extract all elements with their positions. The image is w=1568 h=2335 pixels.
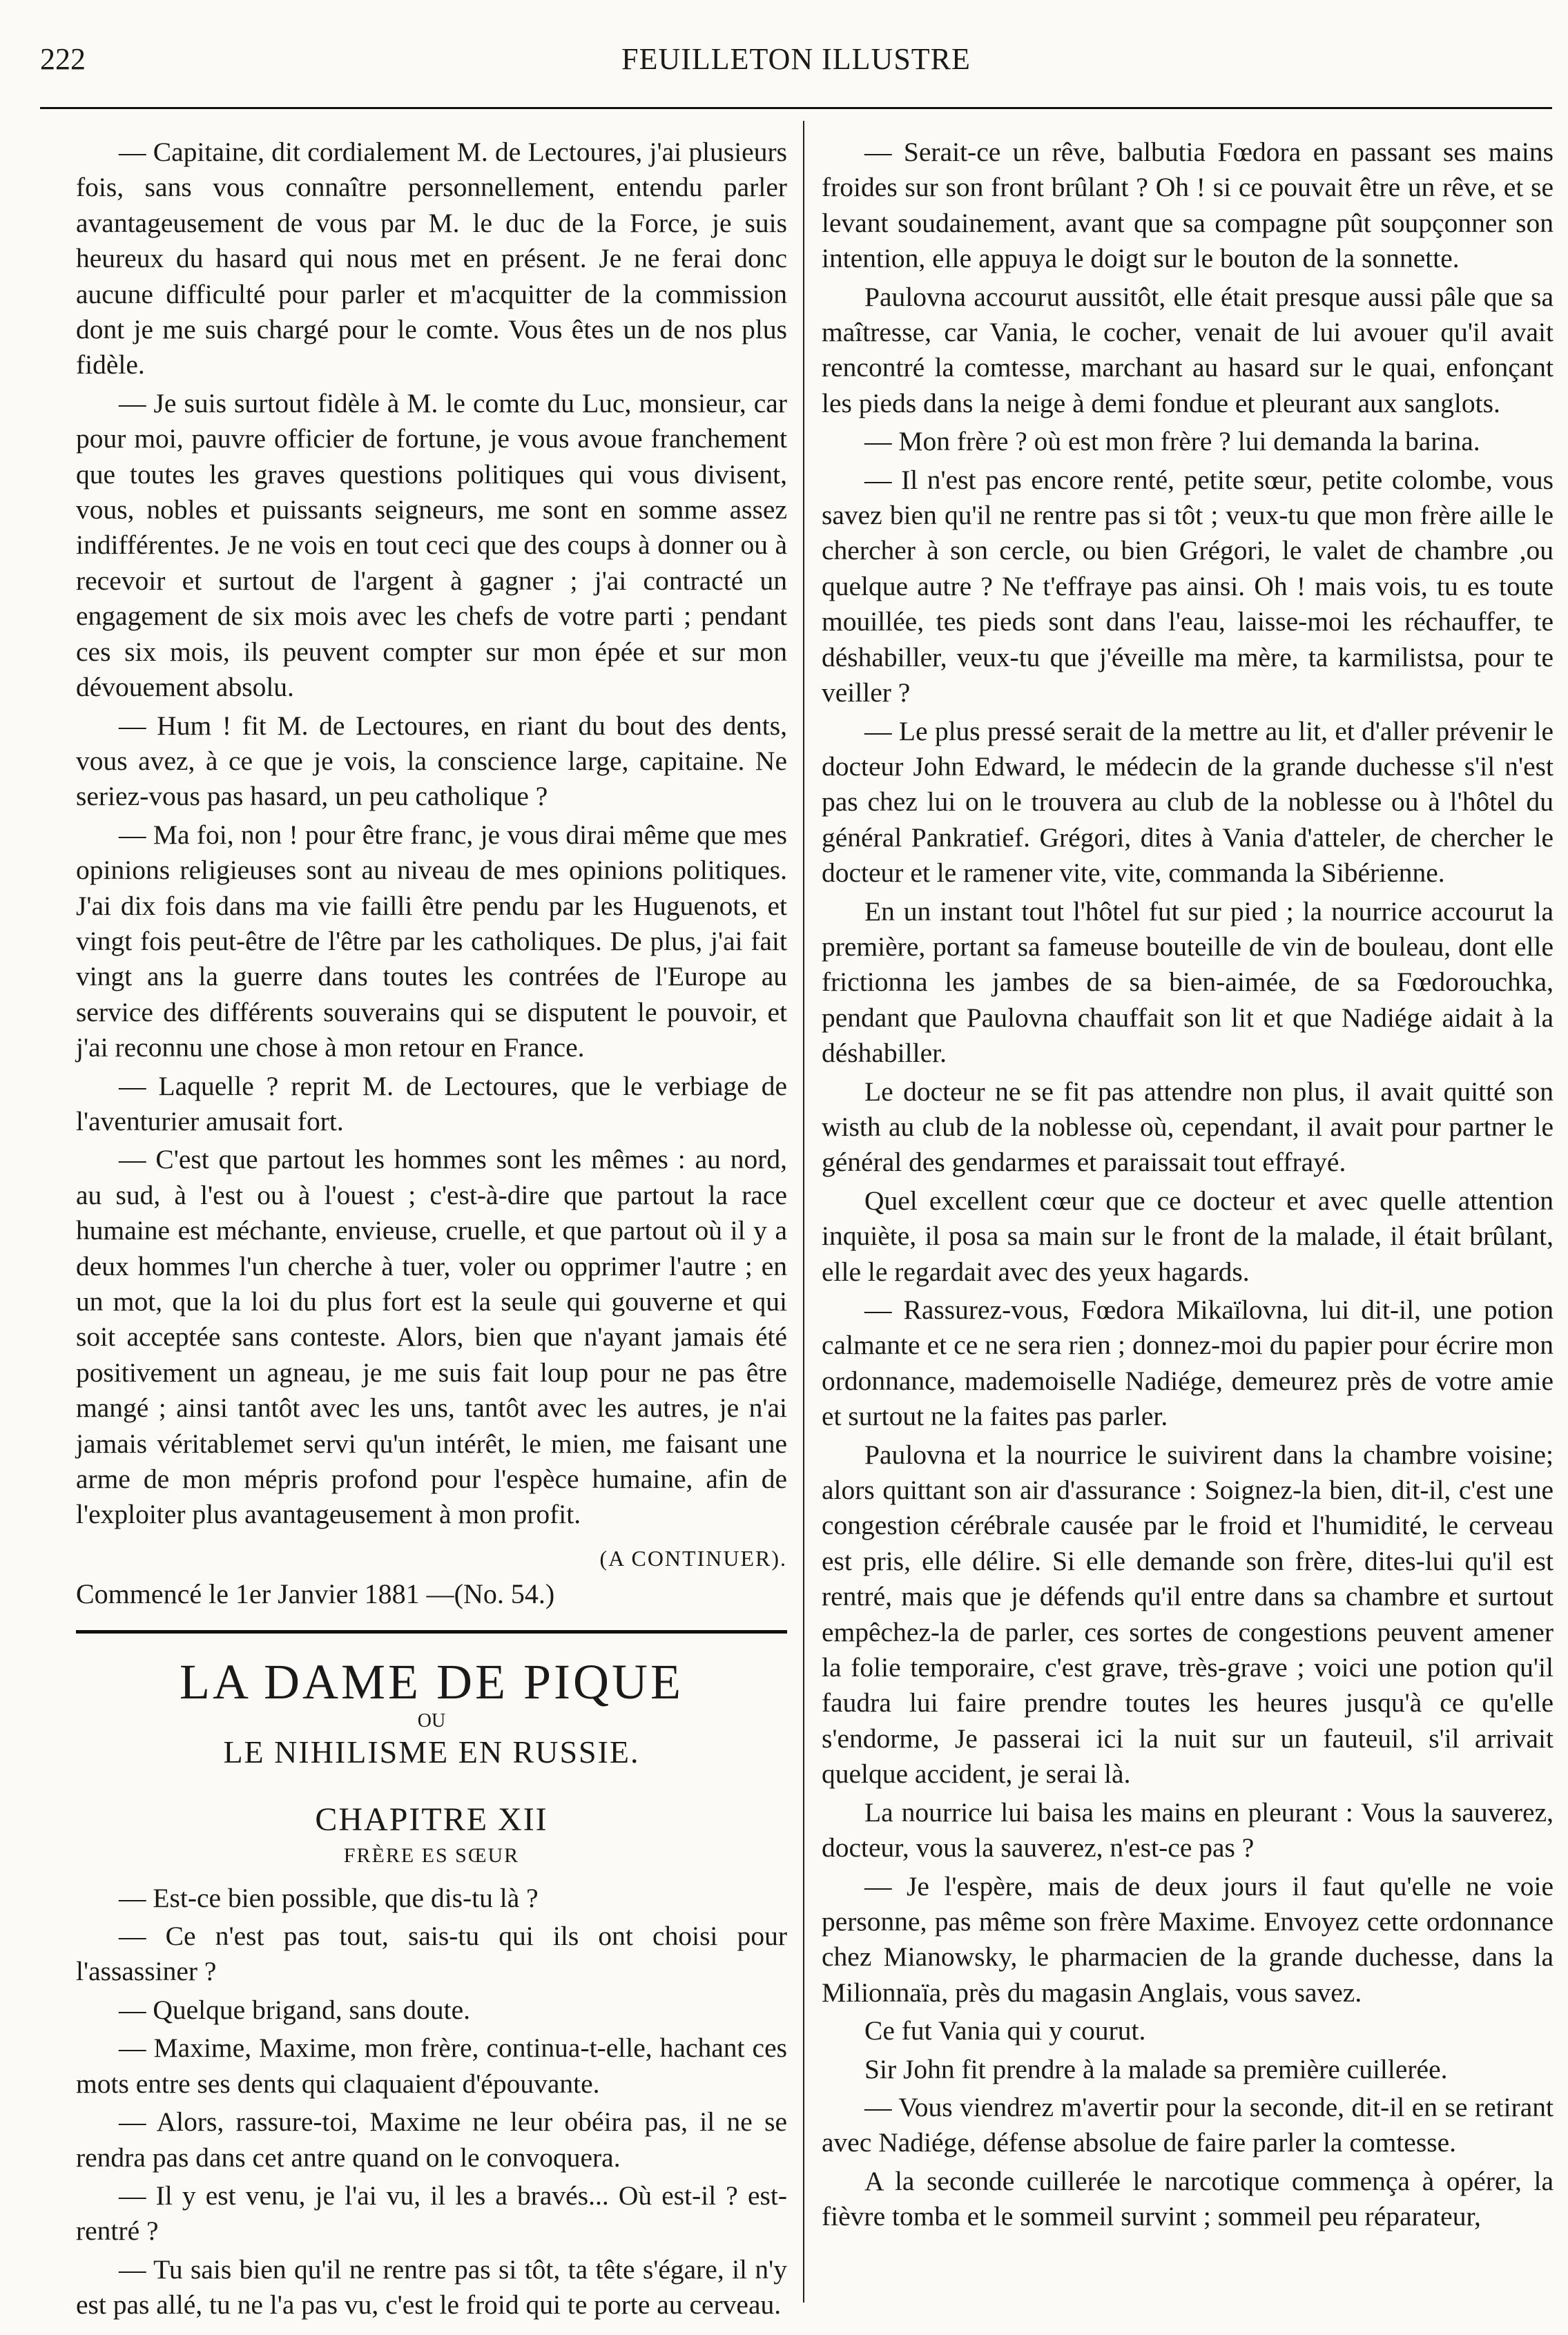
- paragraph: Le docteur ne se fit pas attendre non plus, il avait quitté son wisth au club de la noblesse où, cependant, il avait pour partner le général des gendarmes et paraissait tout effrayé.: [822, 1076, 1554, 1178]
- paragraph: — Il n'est pas encore renté, petite sœur, petite colombe, vous savez bien qu'il ne rentre pas si tôt ; veux-tu que mon frère aille le chercher à son cercle, ou bien Grégori, le valet de chambre ,ou quelque autre ? Ne t'effraye pas ainsi. Oh ! mais vois, tu es toute mouillée, tes pieds sont dans l'eau, laisse-moi les réchauffer, te déshabiller, veux-tu que j'éveille ma mère, ta karmilistsa, pour te veiller ?: [822, 464, 1554, 708]
- paragraph: — Je l'espère, mais de deux jours il faut qu'elle ne voie personne, pas même son frère Maxime. Envoyez cette ordonnance chez Mianowsky, le pharmacien de la grande duchesse, dans la Milionnaïa, près du magasin Anglais, vous savez.: [822, 1870, 1554, 2008]
- paragraph: Paulovna et la nourrice le suivirent dans la chambre voisine; alors quittant son air d'assurance : Soignez-la bien, dit-il, c'est une congestion cérébrale causée par le froid et l'humidité, le cerveau est pris, elle délire. Si elle demande son frère, dites-lui qu'il est rentré, mais que je défends qu'il entre dans sa chambre et surtout empêchez-la de parler, ces sortes de congestions peuvent amener la folie temporaire, c'est grave, très-grave ; voici une potion qu'il faudra lui faire prendre toutes les heures jusqu'à ce qu'elle s'endorme, Je passerai ici la nuit sur un fauteuil, s'il arrivait quelque accident, je serai là.: [822, 1439, 1554, 1790]
- paragraph: — Il y est venu, je l'ai vu, il les a bravés... Où est-il ? est-rentré ?: [76, 2180, 787, 2247]
- paragraph: — Serait-ce un rêve, balbutia Fœdora en passant ses mains froides sur son front brûlant ? Oh ! si ce pouvait être un rêve, et se levant soudainement, avant que sa compagne pût soupçonner son intention, elle appuya le doigt sur le bouton de la sonnette.: [822, 137, 1554, 274]
- running-head: FEUILLETON ILLUSTRE: [621, 42, 971, 76]
- chapter-heading: CHAPITRE XII: [315, 1801, 548, 1838]
- paragraph: — Est-ce bien possible, que dis-tu là ?: [119, 1882, 539, 1913]
- paragraph: — Rassurez-vous, Fœdora Mikaïlovna, lui dit-il, une potion calmante et ce ne sera rien ; donnez-moi du papier pour écrire mon ordonnance, mademoiselle Nadiége, demeurez près de votre amie et surtout ne la faites pas parler.: [822, 1295, 1554, 1432]
- paragraph: — Ma foi, non ! pour être franc, je vous dirai même que mes opinions religieuses sont au niveau de mes opinions politiques. J'ai dix fois dans ma vie failli être pendu par les Huguenots, et vingt fois peut-être de l'être par les catholiques. De plus, j'ai fait vingt ans la guerre dans toutes les contrées de l'Europe au service des différents souverains qui se disputent le pouvoir, et j'ai reconnu une chose à mon retour en France.: [76, 819, 787, 1063]
- paragraph: — Laquelle ? reprit M. de Lectoures, que le verbiage de l'aventurier amusait fort.: [76, 1070, 787, 1136]
- left-column: [76, 135, 787, 2326]
- paragraph: La nourrice lui baisa les mains en pleurant : Vous la sauverez, docteur, vous la sauverez, n'est-ce pas ?: [822, 1796, 1554, 1863]
- paragraph: — Ce n'est pas tout, sais-tu qui ils ont choisi pour l'assassiner ?: [76, 1921, 787, 1987]
- chapter-subheading: FRÈRE ES SŒUR: [343, 1843, 520, 1867]
- started-note: Commencé le 1er Janvier 1881 —(No. 54.): [76, 1578, 555, 1610]
- paragraph: Paulovna accourut aussitôt, elle était presque aussi pâle que sa maîtresse, car Vania, le cocher, venait de lui avouer qu'il avait rencontré la comtesse, marchant au hasard sur le quai, enfonçant les pieds dans la neige à demi fondue et pleurant aux sanglots.: [822, 281, 1554, 418]
- section-rule: [76, 1630, 787, 1634]
- paragraph: — C'est que partout les hommes sont les mêmes : au nord, au sud, à l'est ou à l'ouest ; c'est-à-dire que partout la race humaine est méchante, envieuse, cruelle, et que partout où il y a deux hommes l'un cherche à tuer, voler ou opprimer l'autre ; en un mot, que la loi du plus fort est la seule qui gouverne et qui soit acceptée sans conteste. Alors, bien que n'ayant jamais été positivement un agneau, je me suis fait loup pour ne pas être mangé ; ainsi tantôt avec les uns, tantôt avec les autres, je n'ai jamais véritablemet servi qu'un intérêt, le mien, me faisant une arme de mon mépris profond pour l'espèce humaine, afin de l'exploiter plus avantageusement à mon profit.: [76, 1144, 787, 1530]
- paragraph: — Tu sais bien qu'il ne rentre pas si tôt, ta tête s'égare, il n'y est pas allé, tu ne l'a pas vu, c'est le froid qui te porte au cerveau.: [76, 2254, 787, 2321]
- story-title: LA DAME DE PIQUE: [180, 1654, 684, 1709]
- right-column: [822, 135, 1554, 2238]
- title-ou: OU: [417, 1709, 446, 1732]
- paragraph: — Mon frère ? où est mon frère ? lui demanda la barina.: [864, 426, 1480, 457]
- paragraph: — Je suis surtout fidèle à M. le comte du Luc, monsieur, car pour moi, pauvre officier de fortune, je vous avoue franchement que toutes les graves questions politiques qui vous divisent, vous, nobles et puissants seigneurs, me sont en somme assez indifférentes. Je ne vois en tout ceci que des coups à donner ou à recevoir et surtout de l'argent à gagner ; j'ai contracté un engagement de six mois avec les chefs de votre parti ; pendant ces six mois, ils peuvent compter sur mon épée et sur mon dévouement absolu.: [76, 387, 787, 703]
- new-story: [76, 1654, 787, 2323]
- paragraph: — Le plus pressé serait de la mettre au lit, et d'aller prévenir le docteur John Edward, le médecin de la grande duchesse s'il n'est pas chez lui on le trouvera au club de la noblesse ou à l'hôtel du général Pankratief. Grégori, dites à Vania d'atteler, de chercher le docteur et le ramener vite, vite, commanda la Sibérienne.: [822, 715, 1554, 889]
- paragraph: — Quelque brigand, sans doute.: [119, 1994, 471, 2025]
- paragraph: Ce fut Vania qui y courut.: [864, 2015, 1146, 2046]
- paragraph: — Capitaine, dit cordialement M. de Lectoures, j'ai plusieurs fois, sans vous connaître personnellement, entendu parler avantageusement de vous par M. le duc de la Force, je suis heureux du hasard qui nous met en présent. Je ne ferai donc aucune difficulté pour parler et m'acquitter de la commission dont je me suis chargé pour le comte. Vous êtes un de nos plus fidèle.: [76, 137, 787, 380]
- story-subtitle: LE NIHILISME EN RUSSIE.: [223, 1734, 640, 1770]
- column-divider: [803, 121, 804, 2303]
- paragraph: Sir John fit prendre à la malade sa première cuillerée.: [864, 2053, 1448, 2084]
- paragraph: — Hum ! fit M. de Lectoures, en riant du bout des dents, vous avez, à ce que je vois, la conscience large, capitaine. Ne seriez-vous pas hasard, un peu catholique ?: [76, 710, 787, 812]
- previous-story: [76, 135, 787, 1612]
- header-rule: [40, 107, 1552, 109]
- paragraph: — Vous viendrez m'avertir pour la seconde, dit-il en se retirant avec Nadiége, défense absolue de faire parler la comtesse.: [822, 2091, 1554, 2158]
- paragraph: En un instant tout l'hôtel fut sur pied ; la nourrice accourut la première, portant sa fameuse bouteille de vin de bouleau, dont elle frictionna les jambes de sa bien-aimée, de sa Fœdorouchka, pendant que Paulovna chauffait son lit et que Nadiége aidait à la déshabiller.: [822, 895, 1554, 1069]
- paragraph: — Alors, rassure-toi, Maxime ne leur obéira pas, il ne se rendra pas dans cet antre quand on le convoquera.: [76, 2106, 787, 2173]
- paragraph: — Maxime, Maxime, mon frère, continua-t-elle, hachant ces mots entre ses dents qui claquaient d'épouvante.: [76, 2033, 787, 2099]
- paragraph: A la seconde cuillerée le narcotique commença à opérer, la fièvre tomba et le sommeil survint ; sommeil peu réparateur,: [822, 2165, 1554, 2232]
- to-continue-note: (A CONTINUER).: [599, 1545, 787, 1571]
- paragraph: Quel excellent cœur que ce docteur et avec quelle attention inquiète, il posa sa main sur le front de la malade, il était brûlant, elle le regardait avec des yeux hagards.: [822, 1185, 1554, 1287]
- page-header: [40, 41, 1552, 83]
- page-number: 222: [40, 42, 86, 76]
